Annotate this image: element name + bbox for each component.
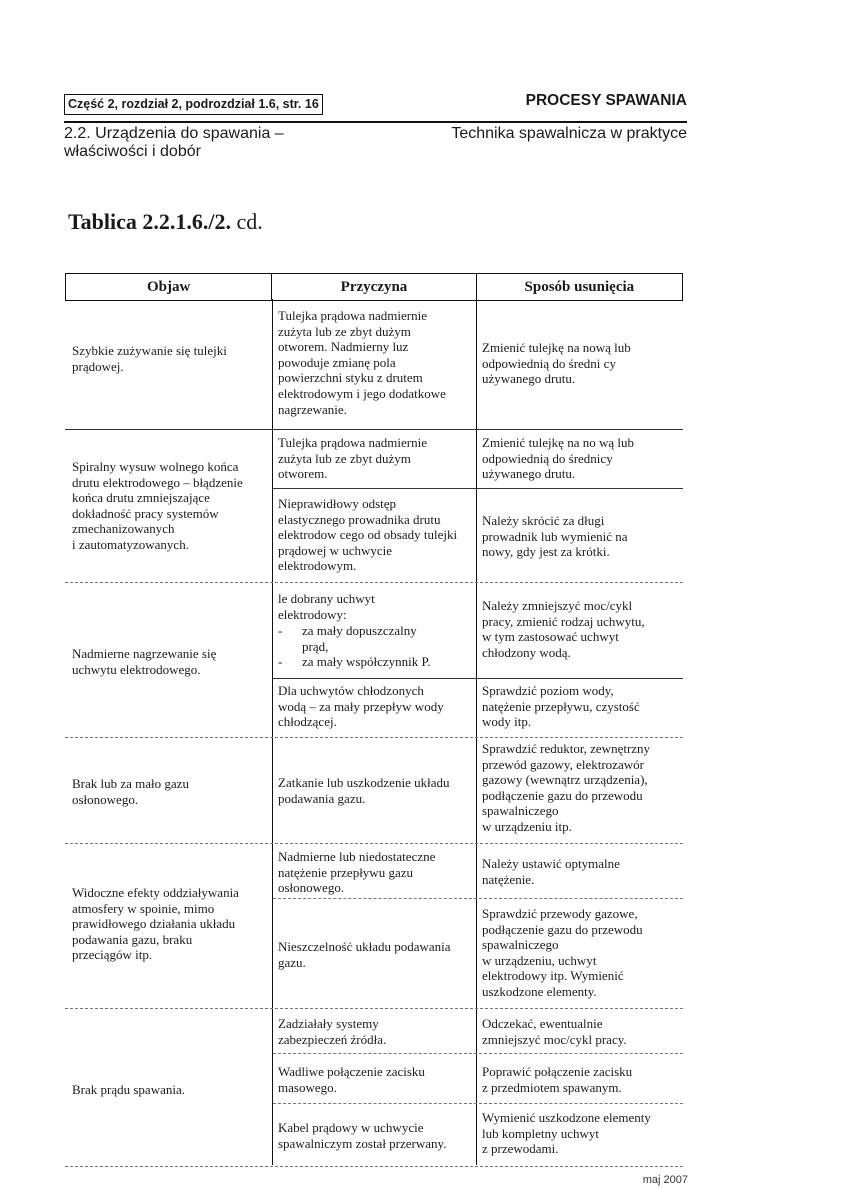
section-heading: 2.2. Urządzenia do spawania – właściwości i dobór <box>64 125 284 160</box>
symptom-cell: Brak lub za mało gazu osłonowego. <box>72 776 189 807</box>
row-separator <box>65 429 683 430</box>
table-number: Tablica 2.2.1.6./2. <box>68 209 231 234</box>
section-reference: Część 2, rozdział 2, podrozdział 1.6, str. 16 <box>64 94 323 115</box>
remedy-cell: Sprawdzić przewody gazowe, podłączenie gazu do przewodu spawalniczego w urządzeniu, uchwyt elektrodowy itp. Wymienić uszkodzone elementy. <box>482 906 643 999</box>
cause-list-item: - za mały dopuszczalny prąd, <box>278 623 472 654</box>
row-separator <box>65 1008 683 1009</box>
cause-cell: Dla uchwytów chłodzonych wodą – za mały przepływ wody chłodzącej. <box>278 683 444 730</box>
cause-list <box>278 623 472 670</box>
subrow-separator <box>273 898 683 899</box>
cause-cell: Nieprawidłowy odstęp elastycznego prowadnika drutu elektrodow cego od obsady tulejki prądowej w uchwycie elektrodowym. <box>278 496 458 574</box>
symptom-cell: Nadmierne nagrzewanie się uchwytu elektrodowego. <box>72 646 217 677</box>
remedy-cell: Zmienić tulejkę na nową lub odpowiednią do średni cy używanego drutu. <box>482 340 631 387</box>
cause-cell: Wadliwe połączenie zacisku masowego. <box>278 1064 425 1095</box>
remedy-cell: Zmienić tulejkę na no wą lub odpowiednią do średnicy używanego drutu. <box>482 435 634 482</box>
remedy-cell: Odczekać, ewentualnie zmniejszyć moc/cykl pracy. <box>482 1016 627 1047</box>
column-header-symptom: Objaw <box>66 274 272 300</box>
cause-cell: le dobrany uchwyt elektrodowy: <box>278 591 375 622</box>
remedy-cell: Należy ustawić optymalne natężenie. <box>482 856 620 887</box>
table-header-row <box>65 273 683 301</box>
document-title: PROCESY SPAWANIA <box>525 92 687 109</box>
cause-cell: Tulejka prądowa nadmiernie zużyta lub ze zbyt dużym otworem. <box>278 435 427 482</box>
remedy-cell: Sprawdzić reduktor, zewnętrzny przewód gazowy, elektrozawór gazowy (wewnątrz urządzenia), podłączenie gazu do przewodu spawalniczego w urządzeniu itp. <box>482 741 651 834</box>
subrow-separator <box>273 1103 683 1104</box>
table-bottom <box>65 1166 683 1167</box>
subrow-separator <box>273 1053 683 1054</box>
remedy-cell: Należy skrócić za długi prowadnik lub wymienić na nowy, gdy jest za krótki. <box>482 513 628 560</box>
remedy-cell: Poprawić połączenie zacisku z przedmiotem spawanym. <box>482 1064 633 1095</box>
remedy-cell: Należy zmniejszyć moc/cykl pracy, zmienić rodzaj uchwytu, w tym zastosować uchwyt chłodzony wodą. <box>482 598 645 660</box>
row-separator <box>65 737 683 738</box>
footer-date: maj 2007 <box>642 1174 688 1186</box>
cause-cell: Tulejka prądowa nadmiernie zużyta lub ze zbyt dużym otworem. Nadmierny luz powoduje zmianę pola powierzchni styku z drutem elektrodowym i jego dodatkowe nagrzewanie. <box>278 308 446 417</box>
symptom-cell: Spiralny wysuw wolnego końca drutu elektrodowego – błądzenie końca drutu zmniejszające dokładność pracy systemów zmechanizowanych i zautomatyzowanych. <box>72 459 243 552</box>
cause-cell: Kabel prądowy w uchwycie spawalniczym został przerwany. <box>278 1120 447 1151</box>
remedy-cell: Wymienić uszkodzone elementy lub kompletny uchwyt z przewodami. <box>482 1110 651 1157</box>
table-title <box>68 208 263 236</box>
row-separator <box>65 843 683 844</box>
cause-cell: Zadziałały systemy zabezpieczeń źródła. <box>278 1016 387 1047</box>
symptom-cell: Szybkie zużywanie się tulejki prądowej. <box>72 343 227 374</box>
cause-cell: Nadmierne lub niedostateczne natężenie przepływu gazu osłonowego. <box>278 849 436 896</box>
column-header-cause: Przyczyna <box>272 274 476 300</box>
table-title-suffix: cd. <box>231 209 263 234</box>
cause-cell: Nieszczelność układu podawania gazu. <box>278 939 451 970</box>
symptom-cell: Widoczne efekty oddziaływania atmosfery w spoinie, mimo prawidłowego działania układu podawania gazu, braku przeciągów itp. <box>72 885 239 963</box>
subrow-separator <box>273 678 683 679</box>
row-separator <box>65 582 683 583</box>
column-header-remedy: Sposób usunięcia <box>524 279 635 295</box>
remedy-cell: Sprawdzić poziom wody, natężenie przepływu, czystość wody itp. <box>482 683 640 730</box>
header-divider <box>64 121 687 123</box>
document-subtitle: Technika spawalnicza w praktyce <box>451 125 687 142</box>
subrow-separator <box>273 488 683 489</box>
symptom-cell: Brak prądu spawania. <box>72 1082 185 1097</box>
cause-list-item: - za mały współczynnik P. <box>278 654 472 670</box>
cause-cell: Zatkanie lub uszkodzenie układu podawania gazu. <box>278 775 450 806</box>
